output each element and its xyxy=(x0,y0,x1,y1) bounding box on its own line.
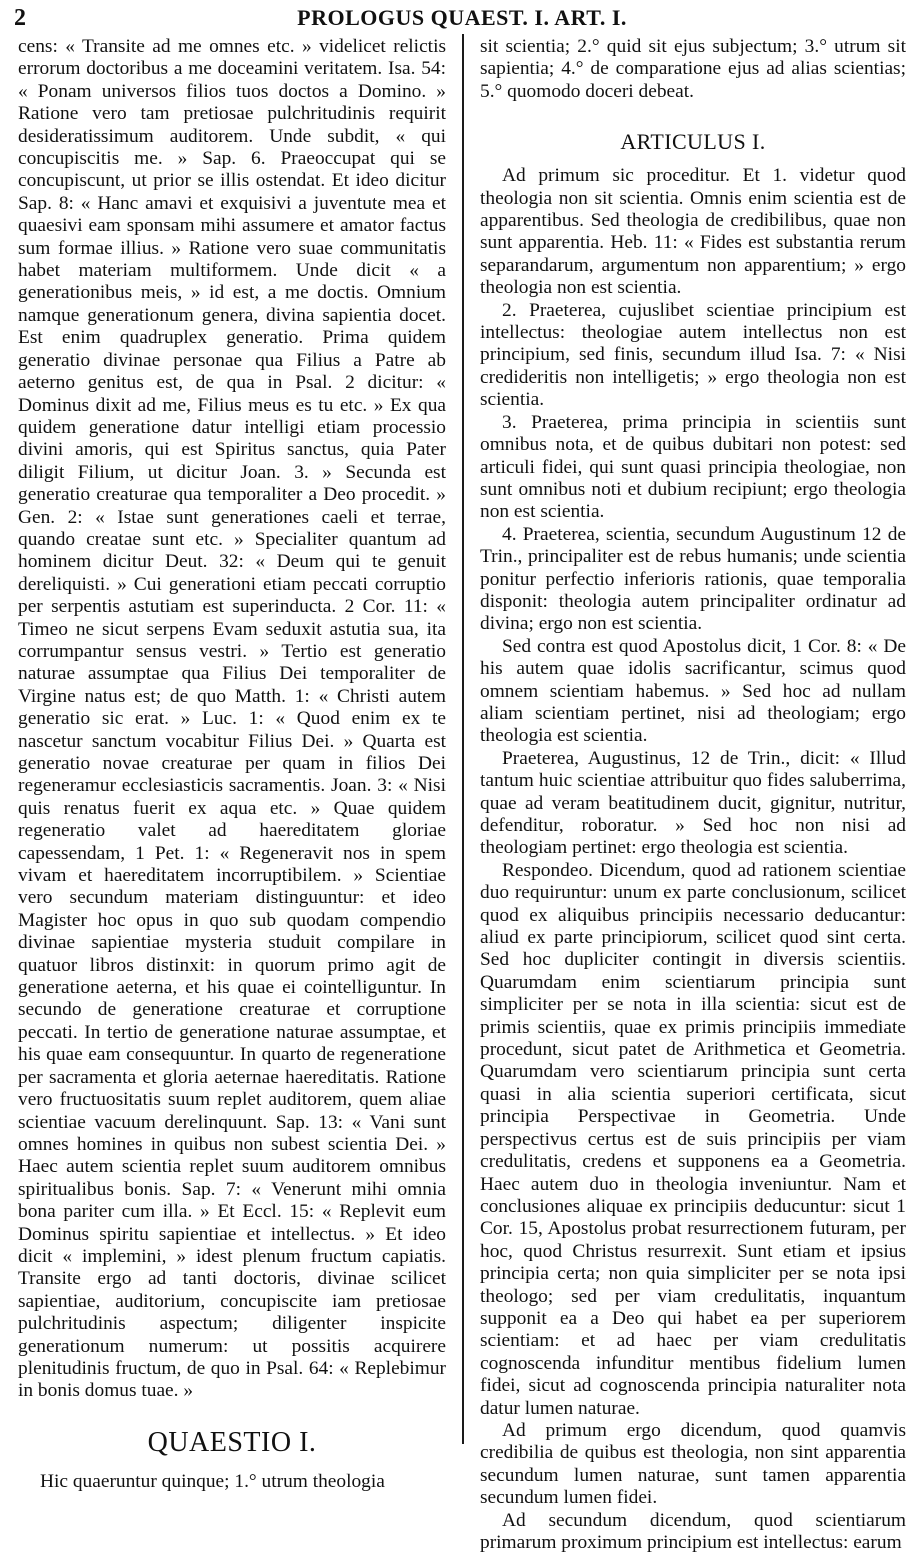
article-paragraph-reply-1: Ad primum ergo dicendum, quod quamvis credibilia de quibus est theologia, non sint apparentia secundum lumen naturae, sunt tamen apparentia secundum lumen fidei. xyxy=(480,1419,906,1509)
article-paragraph-objection-3: 3. Praeterea, prima principia in scientiis sunt omnibus nota, et de quibus dubitari non potest: sed articuli fidei, qui sunt quasi principia theologiae, non sunt omnibus noti et dubium recipiunt; ergo theologia non est scientia. xyxy=(480,411,906,523)
column-divider xyxy=(462,34,464,1444)
left-column xyxy=(18,36,446,1493)
page-number: 2 xyxy=(14,5,26,31)
article-paragraph-objection-2: 2. Praeterea, cujuslibet scientiae principium est intellectus: theologiae autem intellectus non est principium, sed finis, secundum illud Isa. 7: « Nisi credideritis non intelligetis; » ergo theologia non est scientia. xyxy=(480,299,906,411)
quaestio-intro-continued: sit scientia; 2.° quid sit ejus subjectum; 3.° utrum sit sapientia; 4.° de comparatione ejus ad alias scientias; 5.° quomodo doceri debeat. xyxy=(480,36,906,102)
page-header xyxy=(0,2,924,32)
running-head: PROLOGUS QUAEST. I. ART. I. xyxy=(297,5,627,30)
article-title: ARTICULUS I. xyxy=(620,129,766,155)
article-paragraph-sed-contra: Sed contra est quod Apostolus dicit, 1 Cor. 8: « De his autem quae idolis sacrificantur, scimus quod omnem scientiam habemus. » Sed hoc ad nullam aliam scientiam pertinet, nisi ad theologiam; ergo theologia est scientia. xyxy=(480,635,906,747)
article-paragraph-respondeo: Respondeo. Dicendum, quod ad rationem scientiae duo requiruntur: unum ex parte conclusionum, scilicet quod ex aliquibus principiis necessario deducantur: aliud ex parte principiorum, scilicet quod sint certa. Sed hoc dupliciter contingit in diversis scientiis. Quarumdam enim scientiarum principia sunt simpliciter per se nota in illa scientia: sicut est de primis scientiis, quae ex primis principiis immediate procedunt, sicut patet de Arithmetica et Geometria. Quarumdam vero scientiarum principia sunt certa quasi in alia scientia superiori certificata, sicut principia Perspectivae in Geometria. Unde perspectivus certus est de suis principiis per viam credulitatis, credens et supponens ea a Geometria. Haec autem duo in theologia inveniuntur. Nam et conclusiones aliquae ex principiis deducuntur: sicut 1 Cor. 15, Apostolus probat resurrectionem futuram, per hoc, quod Christus resurrexit. Sunt etiam et ipsius principia certa; non quia simpliciter per se nota ipsi theologo; sed per viam credulitatis, inquantum supponit ea a Deo qui habet ea per superiorem scientiam: et ad haec per viam credulitatis cognoscenda infunditur mentibus fidelium lumen fidei, sicut ad cognoscenda principia naturaliter nota datur lumen naturae. xyxy=(480,859,906,1419)
article-paragraph-objection-4: 4. Praeterea, scientia, secundum Augustinum 12 de Trin., principaliter est de rebus humanis; unde scientia ponitur perfectio inferioris rationis, quae temporalia disponit: theologia autem principaliter ordinatur ad divina; ergo non est scientia. xyxy=(480,523,906,635)
article-paragraph-reply-2: Ad secundum dicendum, quod scientiarum primarum proximum principium est intellectus: earum xyxy=(480,1509,906,1553)
quaestio-intro: Hic quaeruntur quinque; 1.° utrum theologia xyxy=(40,1470,385,1492)
right-column xyxy=(480,36,906,1554)
prologue-text: cens: « Transite ad me omnes etc. » videlicet relictis errorum doctoribus a me doceamini veritatem. Isa. 54: « Ponam universos filios tuos doctos a Domino. » Ratione vero tam pretiosae pulchritudinis requirit desideratissimum auditorem. Unde subdit, « qui concupiscitis me. » Sap. 6. Praeoccupat qui se concupiscunt, ut prior se illis ostendat. Et ideo dicitur Sap. 8: « Hanc amavi et exquisivi a juventute mea et quaesivi eam sponsam mihi assumere et amator factus sum formae illius. » Ratione vero suae communitatis habet materiam multiformem. Unde dicit « a generationibus meis, » id est, a me doctis. Omnium namque generationum genera, divina sapientia docet. Est enim quadruplex generatio. Prima quidem generatio divinae personae qua Filius a Patre ab aeterno genitus est, de qua in Psal. 2 dicitur: « Dominus dixit ad me, Filius meus es tu etc. » Ex qua quidem generatione datur intelligi etiam processio divini amoris, qui est Spiritus sanctus, quia Pater diligit Filium, ut dicitur Joan. 3. » Secunda est generatio creaturae qua temporaliter a Deo procedit. » Gen. 2: « Istae sunt generationes caeli et terrae, quando creatae sunt etc. » Specialiter quantum ad hominem dicitur Deut. 32: « Deum qui te genuit dereliquisti. » Cui generationi etiam peccati corruptio per serpentis astutiam est superinducta. 2 Cor. 11: « Timeo ne sicut serpens Evam seduxit astutia sua, ita corrumpantur sensus vestri. » Tertio est generatio naturae assumptae qua Filius Dei temporaliter de Virgine natus est; de quo Matth. 1: « Christi autem generatio sic erat. » Luc. 1: « Quod enim ex te nascetur sanctum vocabitur Filius Dei. » Quarta est generatio novae creaturae per quam in filios Dei regeneramur ecclesiasticis sacramentis. Joan. 3: « Nisi quis renatus fuerit ex aqua etc. » Quae quidem regeneratio valet ad haereditatem gloriae capessendam, 1 Pet. 1: « Regeneravit nos in spem vivam et haereditatem incorruptibilem. » Scientiae vero secundum materiam distinguuntur: et ideo Magister hoc opus in quo sub quodam compendio divinae sapientiae mysteria studuit compilare in quatuor libros distinxit: in quorum primo agit de generatione aeterna, et his quae ei cointelliguntur. In secundo de generatione creaturae et corruptione peccati. In tertio de generatione naturae assumptae, et his quae eam consequuntur. In quarto de regeneratione per sacramenta et gloria aeternae haereditatis. Ratione vero fructuositatis suum replet auditorem, quem aliae scientiae vacuum derelinquunt. Sap. 13: « Vani sunt omnes homines in quibus non subest scientia Dei. » Haec autem scientia replet suum auditorem omnibus spiritualibus bonis. Sap. 7: « Venerunt mihi omnia bona pariter cum illa. » Et Eccl. 15: « Replevit eum Dominus spiritu sapientiae et intellectus. » Et ideo dicit « implemini, » idest plenum fructum capiatis. Transite ergo ad tanti doctoris, divinae scilicet sapientiae, auditorium, concupiscite iam pretiosae pulchritudinis aspectum; diligenter inspicite generationum numerum: ut possitis acquirere plenitudinis fructum, de quo in Psal. 64: « Replebimur in bonis domus tuae. » xyxy=(18,36,446,1402)
article-paragraph-praeterea: Praeterea, Augustinus, 12 de Trin., dicit: « Illud tantum huic scientiae attribuitur quo fides saluberrima, quae ad veram beatitudinem ducit, gignitur, nutritur, defenditur, roboratur. » Sed hoc non nisi ad theologiam pertinet: ergo theologia est scientia. xyxy=(480,747,906,859)
quaestio-title: QUAESTIO I. xyxy=(147,1426,317,1458)
article-paragraph-objection-1: Ad primum sic proceditur. Et 1. videtur quod theologia non sit scientia. Omnis enim scientia est de apparentibus. Sed theologia de credibilibus, quae non sunt apparentia. Heb. 11: « Fides est substantia rerum separandarum, argumentum non apparentium; » ergo theologia non est scientia. xyxy=(480,165,906,299)
